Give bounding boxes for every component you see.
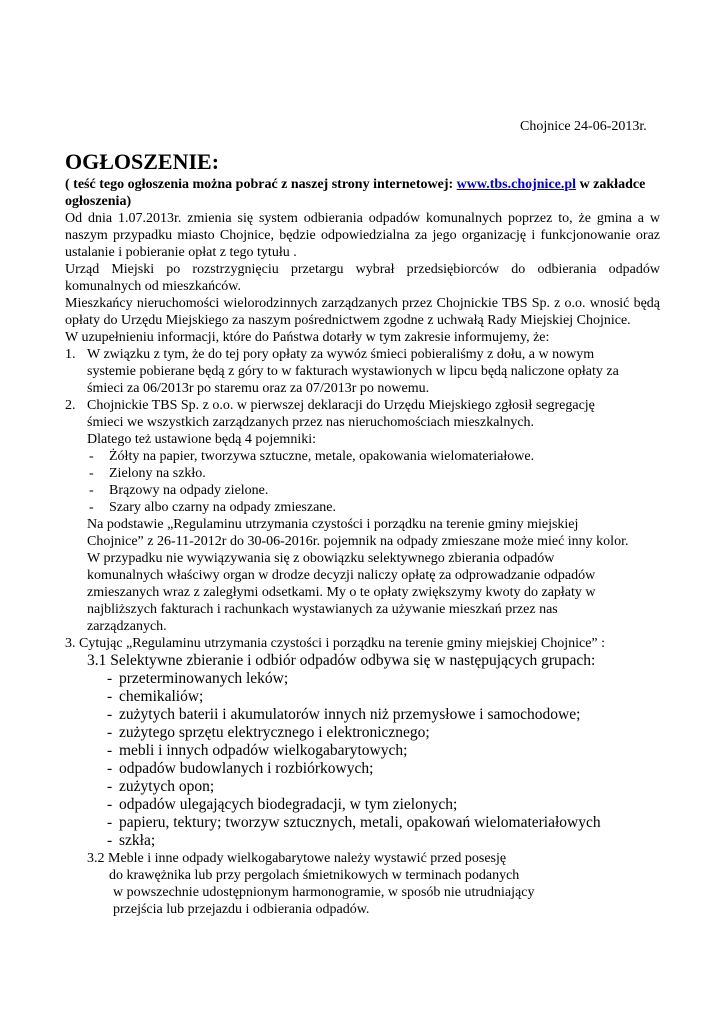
waste-group-item <box>65 670 660 688</box>
dash-marker: - <box>107 688 113 705</box>
waste-group-item <box>65 688 660 706</box>
list-item-2 <box>65 397 660 448</box>
waste-group-label: zużytych opon; <box>119 778 215 795</box>
download-note-pre: ( teść tego ogłoszenia można pobrać z naszej strony internetowej: <box>65 177 457 192</box>
regulation-line: W przypadku nie wywiązywania się z obowiązku selektywnego zbierania odpadów <box>87 551 555 566</box>
waste-group-label: chemikaliów; <box>119 688 204 705</box>
list-item-1-line: systemie pobierane będą z góry to w fakturach wystawionych w lipcu będą naliczone opłaty za <box>87 364 619 379</box>
container-label: Zielony na szkło. <box>109 466 206 481</box>
dash-marker: - <box>107 778 113 795</box>
waste-group-label: papieru, tektury; tworzyw sztucznych, metali, opakowań wielomateriałowych <box>119 814 601 831</box>
section-3-2-line: przejścia lub przejazdu i odbierania odpadów. <box>113 902 370 917</box>
waste-group-item <box>65 778 660 796</box>
container-item <box>65 448 660 465</box>
waste-group-label: mebli i innych odpadów wielkogabarytowych; <box>119 742 408 759</box>
container-label: Szary albo czarny na odpady zmieszane. <box>109 500 337 515</box>
list-item-3 <box>65 635 660 918</box>
dash-marker: - <box>107 706 113 723</box>
list-item-2-line: śmieci we wszystkich zarządzanych przez nas nieruchomościach mieszkalnych. <box>87 415 535 430</box>
waste-group-item <box>65 742 660 760</box>
paragraph-intro-list: W uzupełnieniu informacji, które do Państwa dotarły w tym zakresie informujemy, że: <box>65 330 550 345</box>
dash-marker: - <box>107 724 113 741</box>
waste-group-label: zużytych baterii i akumulatorów innych niż przemysłowe i samochodowe; <box>119 706 581 723</box>
dash-marker: - <box>107 796 113 813</box>
dash-marker: - <box>107 670 113 687</box>
list-item-2-number: 2. <box>65 398 76 413</box>
dash-marker: - <box>107 814 113 831</box>
paragraph-system-change: Od dnia 1.07.2013r. zmienia się system odbierania odpadów komunalnych poprzez to, że gmina a w naszym przypadku miasto Chojnice, będzie odpowiedzialna za jego organizację i funkcjonowanie oraz ustalanie i pobieranie opłat z tego tytułu . <box>65 211 660 260</box>
dash-marker: - <box>89 483 94 498</box>
list-item-1 <box>65 346 660 397</box>
dash-marker: - <box>89 500 94 515</box>
regulation-note <box>65 516 660 635</box>
waste-group-item <box>65 796 660 814</box>
waste-group-item <box>65 706 660 724</box>
container-list <box>65 448 660 516</box>
announcement-title: OGŁOSZENIE: <box>65 149 220 174</box>
regulation-line: najbliższych fakturach i rachunkach wystawianych za używanie mieszkań przez nas <box>87 602 558 617</box>
dash-marker: - <box>89 449 94 464</box>
section-3-1-heading: 3.1 Selektywne zbieranie i odbiór odpadów odbywa się w następujących grupach: <box>87 652 596 669</box>
waste-group-label: szkła; <box>119 832 156 849</box>
regulation-line: zarządzanych. <box>87 619 167 634</box>
list-item-2-line: Dlatego też ustawione będą 4 pojemniki: <box>87 432 316 447</box>
waste-group-item <box>65 814 660 832</box>
document-date: Chojnice 24-06-2013r. <box>520 119 647 134</box>
dash-marker: - <box>107 760 113 777</box>
container-item <box>65 499 660 516</box>
announcement-body <box>65 148 660 918</box>
waste-group-label: odpadów budowlanych i rozbiórkowych; <box>119 760 374 777</box>
container-label: Brązowy na odpady zielone. <box>109 483 269 498</box>
waste-group-list <box>65 670 660 850</box>
list-item-3-intro: 3. Cytując „Regulaminu utrzymania czystości i porządku na terenie gminy miejskiej Chojnice” : <box>65 636 606 651</box>
section-3-2-line: 3.2 Meble i inne odpady wielkogabarytowe należy wystawić przed posesję <box>87 851 507 866</box>
list-item-1-line: śmieci za 06/2013r po staremu oraz za 07/2013r po nowemu. <box>87 381 430 396</box>
container-label: Żółty na papier, tworzywa sztuczne, metale, opakowania wielomateriałowe. <box>109 449 535 464</box>
list-item-1-number: 1. <box>65 347 76 362</box>
regulation-line: Na podstawie „Regulaminu utrzymania czystości i porządku na terenie gminy miejskiej <box>87 517 579 532</box>
regulation-line: zmieszanych wraz z zaległymi odsetkami. My o te opłaty zwiększymy kwoty do zapłaty w <box>87 585 596 600</box>
paragraph-payments: Mieszkańcy nieruchomości wielorodzinnych zarządzanych przez Chojnickie TBS Sp. z o.o. wnosić będą opłaty do Urzędu Miejskiego za naszym pośrednictwem zgodne z uchwałą Rady Miejskiej Chojnice. <box>65 296 660 328</box>
download-note <box>65 176 660 210</box>
dash-marker: - <box>107 742 113 759</box>
section-3-2 <box>65 850 660 918</box>
container-item <box>65 465 660 482</box>
waste-group-label: przeterminowanych leków; <box>119 670 289 687</box>
waste-group-item <box>65 760 660 778</box>
download-note-post: w zakładce ogłoszenia) <box>65 177 646 209</box>
waste-group-label: odpadów ulegających biodegradacji, w tym zielonych; <box>119 796 458 813</box>
dash-marker: - <box>89 466 94 481</box>
section-3-2-line: do krawężnika lub przy pergolach śmietnikowych w terminach podanych <box>109 868 520 883</box>
dash-marker: - <box>107 832 113 849</box>
regulation-line: Chojnice” z 26-11-2012r do 30-06-2016r. pojemnik na odpady zmieszane może mieć inny kolor. <box>87 534 629 549</box>
paragraph-tender: Urząd Miejski po rozstrzygnięciu przetargu wybrał przedsiębiorców do odbierania odpadów komunalnych od mieszkańców. <box>65 262 660 294</box>
waste-group-item <box>65 724 660 742</box>
list-item-2-line: Chojnickie TBS Sp. z o.o. w pierwszej deklaracji do Urzędu Miejskiego zgłosił segregację <box>87 398 595 413</box>
container-item <box>65 482 660 499</box>
waste-group-label: zużytego sprzętu elektrycznego i elektronicznego; <box>119 724 430 741</box>
list-item-1-line: W związku z tym, że do tej pory opłaty za wywóz śmieci pobieraliśmy z dołu, a w nowym <box>87 347 595 362</box>
section-3-2-line: w powszechnie udostępnionym harmonogramie, w sposób nie utrudniający <box>113 885 535 900</box>
regulation-line: komunalnych właściwy organ w drodze decyzji naliczy opłatę za odprowadzanie odpadów <box>87 568 596 583</box>
waste-group-item <box>65 832 660 850</box>
website-link[interactable]: www.tbs.chojnice.pl <box>456 177 577 192</box>
